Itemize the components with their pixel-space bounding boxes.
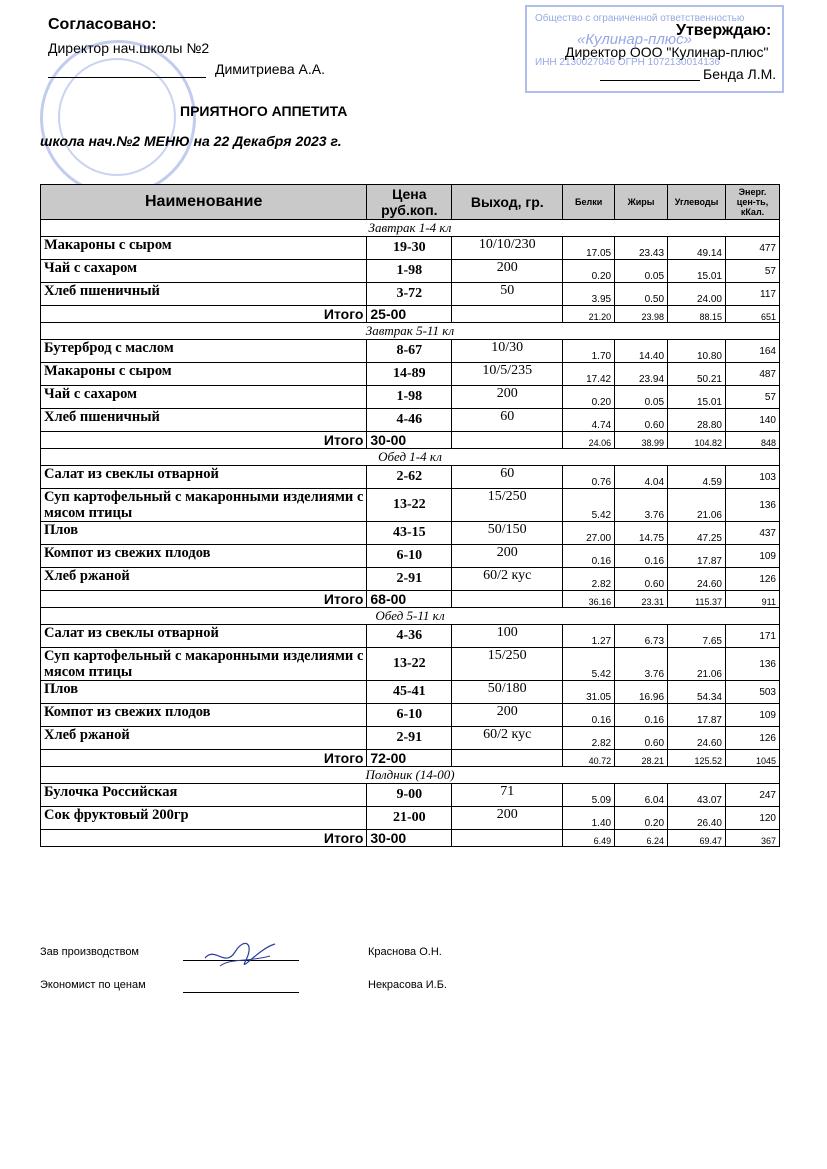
- dish-protein: 0.76: [563, 466, 615, 489]
- total-row: [41, 830, 780, 847]
- dish-fat: 0.16: [615, 704, 668, 727]
- dish-output: 10/5/235: [452, 363, 563, 386]
- total-protein: 6.49: [563, 830, 615, 847]
- table-row: [41, 237, 780, 260]
- dish-price: 13-22: [367, 489, 452, 522]
- header-carbs: Углеводы: [668, 185, 726, 220]
- dish-carbs: 28.80: [668, 409, 726, 432]
- total-row: [41, 306, 780, 323]
- dish-protein: 0.20: [563, 386, 615, 409]
- dish-price: 6-10: [367, 545, 452, 568]
- dish-name: Хлеб пшеничный: [41, 283, 367, 306]
- total-protein: 36.16: [563, 591, 615, 608]
- dish-carbs: 21.06: [668, 648, 726, 681]
- dish-name: Хлеб пшеничный: [41, 409, 367, 432]
- total-price: 72-00: [367, 750, 452, 767]
- total-carbs: 88.15: [668, 306, 726, 323]
- greeting: ПРИЯТНОГО АППЕТИТА: [180, 103, 348, 119]
- dish-price: 2-91: [367, 727, 452, 750]
- approval-left-title: Согласовано:: [48, 16, 157, 33]
- total-carbs: 69.47: [668, 830, 726, 847]
- total-row: [41, 591, 780, 608]
- dish-carbs: 50.21: [668, 363, 726, 386]
- approval-left-name: Димитриева А.А.: [215, 61, 325, 77]
- dish-name: Салат из свеклы отварной: [41, 625, 367, 648]
- dish-carbs: 24.60: [668, 568, 726, 591]
- table-row: [41, 409, 780, 432]
- dish-kcal: 120: [726, 807, 780, 830]
- dish-name: Чай с сахаром: [41, 260, 367, 283]
- dish-kcal: 109: [726, 545, 780, 568]
- dish-kcal: 126: [726, 568, 780, 591]
- dish-kcal: 487: [726, 363, 780, 386]
- total-price: 30-00: [367, 830, 452, 847]
- header-fat: Жиры: [615, 185, 668, 220]
- table-row: [41, 568, 780, 591]
- dish-carbs: 24.60: [668, 727, 726, 750]
- dish-fat: 23.94: [615, 363, 668, 386]
- dish-price: 3-72: [367, 283, 452, 306]
- dish-kcal: 57: [726, 386, 780, 409]
- dish-price: 21-00: [367, 807, 452, 830]
- table-row: [41, 807, 780, 830]
- dish-fat: 4.04: [615, 466, 668, 489]
- dish-output: 60/2 кус: [452, 727, 563, 750]
- dish-price: 9-00: [367, 784, 452, 807]
- approval-right-name: Бенда Л.М.: [703, 66, 777, 82]
- table-row: [41, 386, 780, 409]
- dish-fat: 0.60: [615, 727, 668, 750]
- section-row: [41, 449, 780, 466]
- dish-kcal: 109: [726, 704, 780, 727]
- signature-line-2: [183, 992, 299, 993]
- dish-name: Салат из свеклы отварной: [41, 466, 367, 489]
- total-label: Итого: [41, 750, 367, 767]
- total-row: [41, 432, 780, 449]
- dish-kcal: 136: [726, 648, 780, 681]
- total-label: Итого: [41, 306, 367, 323]
- dish-protein: 31.05: [563, 681, 615, 704]
- total-output: [452, 750, 563, 767]
- dish-fat: 6.04: [615, 784, 668, 807]
- total-protein: 21.20: [563, 306, 615, 323]
- dish-fat: 0.60: [615, 409, 668, 432]
- dish-price: 6-10: [367, 704, 452, 727]
- dish-name: Хлеб ржаной: [41, 727, 367, 750]
- dish-protein: 2.82: [563, 568, 615, 591]
- dish-protein: 0.16: [563, 704, 615, 727]
- dish-output: 60: [452, 409, 563, 432]
- dish-protein: 3.95: [563, 283, 615, 306]
- dish-protein: 1.70: [563, 340, 615, 363]
- dish-kcal: 171: [726, 625, 780, 648]
- total-protein: 40.72: [563, 750, 615, 767]
- dish-fat: 0.50: [615, 283, 668, 306]
- dish-price: 19-30: [367, 237, 452, 260]
- dish-name: Плов: [41, 522, 367, 545]
- dish-fat: 23.43: [615, 237, 668, 260]
- dish-output: 71: [452, 784, 563, 807]
- dish-protein: 0.16: [563, 545, 615, 568]
- dish-carbs: 49.14: [668, 237, 726, 260]
- dish-kcal: 247: [726, 784, 780, 807]
- section-row: [41, 767, 780, 784]
- stamp-line-2: «Кулинар-плюс»: [577, 31, 692, 48]
- table-row: [41, 466, 780, 489]
- section-title: Обед 5-11 кл: [41, 608, 780, 625]
- dish-price: 43-15: [367, 522, 452, 545]
- dish-output: 50/150: [452, 522, 563, 545]
- dish-price: 4-46: [367, 409, 452, 432]
- total-fat: 6.24: [615, 830, 668, 847]
- signature-role-2: Экономист по ценам: [40, 979, 146, 991]
- total-kcal: 911: [726, 591, 780, 608]
- header-energy: Энерг. цен-ть, кКал.: [726, 185, 780, 220]
- dish-protein: 5.42: [563, 489, 615, 522]
- dish-price: 8-67: [367, 340, 452, 363]
- menu-subtitle: школа нач.№2 МЕНЮ на 22 Декабря 2023 г.: [40, 133, 342, 149]
- dish-output: 200: [452, 545, 563, 568]
- total-output: [452, 591, 563, 608]
- table-row: [41, 340, 780, 363]
- dish-name: Чай с сахаром: [41, 386, 367, 409]
- dish-carbs: 54.34: [668, 681, 726, 704]
- dish-fat: 0.05: [615, 386, 668, 409]
- total-carbs: 125.52: [668, 750, 726, 767]
- approval-right-title: Утверждаю:: [676, 22, 772, 39]
- table-row: [41, 784, 780, 807]
- stamp-line-1: Общество с ограниченной ответственностью: [535, 13, 745, 24]
- total-label: Итого: [41, 591, 367, 608]
- menu-table: [40, 184, 780, 847]
- section-row: [41, 323, 780, 340]
- dish-name: Суп картофельный с макаронными изделиями с мясом птицы: [41, 489, 367, 522]
- dish-output: 50: [452, 283, 563, 306]
- dish-price: 4-36: [367, 625, 452, 648]
- table-row: [41, 648, 780, 681]
- dish-fat: 3.76: [615, 648, 668, 681]
- dish-protein: 0.20: [563, 260, 615, 283]
- total-carbs: 115.37: [668, 591, 726, 608]
- dish-protein: 4.74: [563, 409, 615, 432]
- table-row: [41, 704, 780, 727]
- dish-price: 1-98: [367, 260, 452, 283]
- dish-protein: 27.00: [563, 522, 615, 545]
- dish-output: 200: [452, 260, 563, 283]
- dish-output: 50/180: [452, 681, 563, 704]
- section-row: [41, 608, 780, 625]
- dish-kcal: 164: [726, 340, 780, 363]
- dish-kcal: 57: [726, 260, 780, 283]
- dish-carbs: 47.25: [668, 522, 726, 545]
- section-title: Завтрак 5-11 кл: [41, 323, 780, 340]
- dish-kcal: 126: [726, 727, 780, 750]
- dish-price: 2-62: [367, 466, 452, 489]
- section-title: Завтрак 1-4 кл: [41, 220, 780, 237]
- total-label: Итого: [41, 432, 367, 449]
- table-row: [41, 681, 780, 704]
- dish-kcal: 477: [726, 237, 780, 260]
- total-fat: 38.99: [615, 432, 668, 449]
- dish-kcal: 140: [726, 409, 780, 432]
- header-price: Цена руб.коп.: [367, 185, 452, 220]
- dish-name: Компот из свежих плодов: [41, 704, 367, 727]
- total-price: 68-00: [367, 591, 452, 608]
- header-output: Выход, гр.: [452, 185, 563, 220]
- table-row: [41, 260, 780, 283]
- signature-name-2: Некрасова И.Б.: [368, 979, 447, 991]
- table-row: [41, 522, 780, 545]
- dish-name: Суп картофельный с макаронными изделиями с мясом птицы: [41, 648, 367, 681]
- dish-output: 10/10/230: [452, 237, 563, 260]
- dish-output: 15/250: [452, 489, 563, 522]
- dish-protein: 17.05: [563, 237, 615, 260]
- menu-table-body: [41, 220, 780, 847]
- round-stamp-inner: [58, 58, 176, 176]
- total-protein: 24.06: [563, 432, 615, 449]
- dish-carbs: 26.40: [668, 807, 726, 830]
- dish-output: 60/2 кус: [452, 568, 563, 591]
- dish-carbs: 43.07: [668, 784, 726, 807]
- dish-protein: 1.40: [563, 807, 615, 830]
- approval-left-position: Директор нач.школы №2: [48, 40, 210, 56]
- dish-name: Булочка Российская: [41, 784, 367, 807]
- dish-fat: 0.60: [615, 568, 668, 591]
- table-row: [41, 363, 780, 386]
- dish-kcal: 117: [726, 283, 780, 306]
- table-row: [41, 625, 780, 648]
- table-row: [41, 489, 780, 522]
- dish-name: Хлеб ржаной: [41, 568, 367, 591]
- dish-output: 100: [452, 625, 563, 648]
- dish-fat: 16.96: [615, 681, 668, 704]
- dish-carbs: 21.06: [668, 489, 726, 522]
- dish-protein: 5.42: [563, 648, 615, 681]
- total-kcal: 367: [726, 830, 780, 847]
- dish-kcal: 103: [726, 466, 780, 489]
- dish-price: 1-98: [367, 386, 452, 409]
- signature-name-1: Краснова О.Н.: [368, 946, 442, 958]
- approval-right-signature-line: [600, 80, 700, 81]
- dish-output: 200: [452, 704, 563, 727]
- dish-output: 200: [452, 386, 563, 409]
- dish-name: Сок фруктовый 200гр: [41, 807, 367, 830]
- total-fat: 28.21: [615, 750, 668, 767]
- dish-fat: 14.75: [615, 522, 668, 545]
- dish-fat: 0.16: [615, 545, 668, 568]
- dish-name: Бутерброд с маслом: [41, 340, 367, 363]
- dish-price: 2-91: [367, 568, 452, 591]
- dish-name: Макароны с сыром: [41, 237, 367, 260]
- dish-fat: 6.73: [615, 625, 668, 648]
- dish-output: 60: [452, 466, 563, 489]
- total-output: [452, 830, 563, 847]
- approval-right-position: Директор ООО "Кулинар-плюс": [565, 44, 769, 60]
- table-row: [41, 283, 780, 306]
- section-title: Обед 1-4 кл: [41, 449, 780, 466]
- approval-left-signature-line: [48, 77, 206, 78]
- dish-protein: 17.42: [563, 363, 615, 386]
- dish-output: 10/30: [452, 340, 563, 363]
- dish-carbs: 15.01: [668, 260, 726, 283]
- dish-protein: 1.27: [563, 625, 615, 648]
- total-price: 25-00: [367, 306, 452, 323]
- dish-price: 45-41: [367, 681, 452, 704]
- dish-kcal: 437: [726, 522, 780, 545]
- dish-kcal: 136: [726, 489, 780, 522]
- dish-protein: 2.82: [563, 727, 615, 750]
- total-carbs: 104.82: [668, 432, 726, 449]
- dish-fat: 0.20: [615, 807, 668, 830]
- table-header-row: [41, 185, 780, 220]
- dish-name: Компот из свежих плодов: [41, 545, 367, 568]
- total-kcal: 651: [726, 306, 780, 323]
- dish-fat: 0.05: [615, 260, 668, 283]
- handwritten-signature: [200, 938, 280, 974]
- dish-carbs: 15.01: [668, 386, 726, 409]
- dish-protein: 5.09: [563, 784, 615, 807]
- dish-carbs: 24.00: [668, 283, 726, 306]
- dish-output: 15/250: [452, 648, 563, 681]
- total-output: [452, 432, 563, 449]
- table-row: [41, 727, 780, 750]
- dish-kcal: 503: [726, 681, 780, 704]
- total-kcal: 1045: [726, 750, 780, 767]
- dish-fat: 3.76: [615, 489, 668, 522]
- stamp-line-3: ИНН 2130027046 ОГРН 1072130014136: [535, 57, 720, 68]
- dish-name: Плов: [41, 681, 367, 704]
- header-protein: Белки: [563, 185, 615, 220]
- table-row: [41, 545, 780, 568]
- dish-carbs: 17.87: [668, 704, 726, 727]
- total-label: Итого: [41, 830, 367, 847]
- section-row: [41, 220, 780, 237]
- dish-output: 200: [452, 807, 563, 830]
- total-price: 30-00: [367, 432, 452, 449]
- section-title: Полдник (14-00): [41, 767, 780, 784]
- dish-carbs: 7.65: [668, 625, 726, 648]
- dish-price: 13-22: [367, 648, 452, 681]
- total-row: [41, 750, 780, 767]
- dish-carbs: 4.59: [668, 466, 726, 489]
- total-output: [452, 306, 563, 323]
- dish-fat: 14.40: [615, 340, 668, 363]
- total-fat: 23.98: [615, 306, 668, 323]
- dish-price: 14-89: [367, 363, 452, 386]
- signature-role-1: Зав производством: [40, 946, 139, 958]
- dish-name: Макароны с сыром: [41, 363, 367, 386]
- total-fat: 23.31: [615, 591, 668, 608]
- dish-carbs: 10.80: [668, 340, 726, 363]
- header-name: Наименование: [41, 185, 367, 220]
- dish-carbs: 17.87: [668, 545, 726, 568]
- total-kcal: 848: [726, 432, 780, 449]
